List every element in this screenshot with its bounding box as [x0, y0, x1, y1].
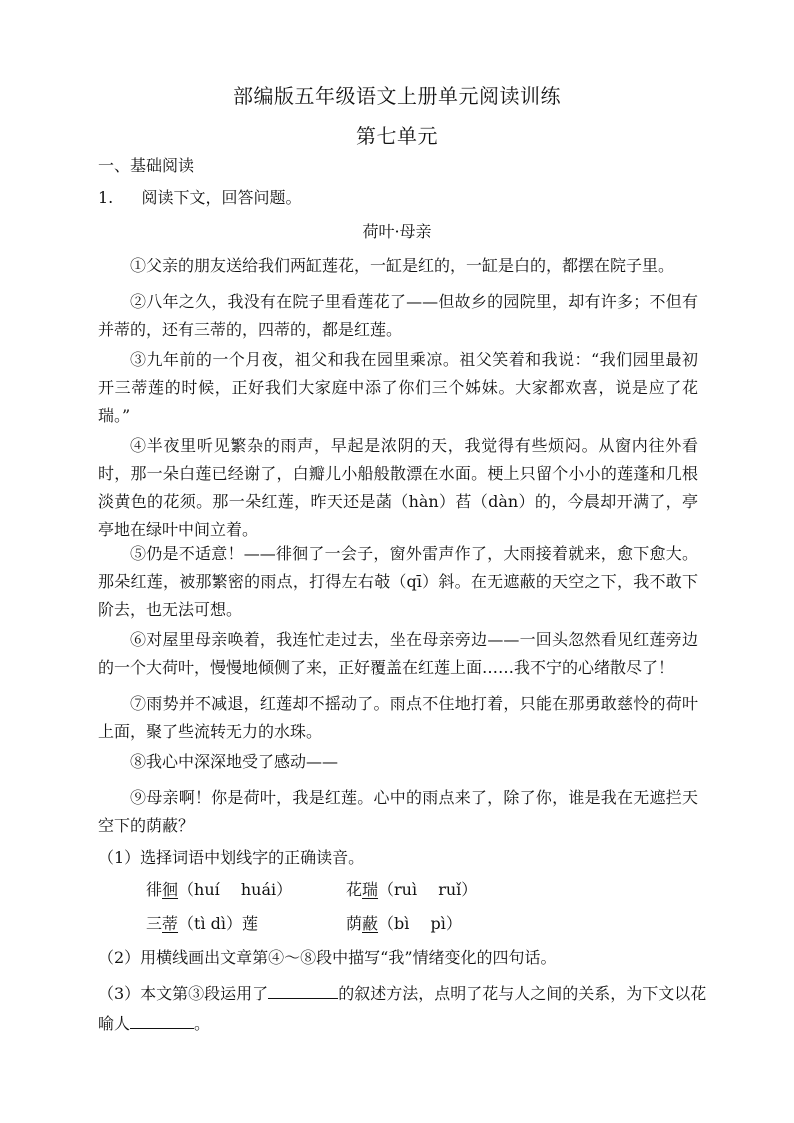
pinyin-item-1: 徘徊（huí huái）	[146, 880, 293, 899]
pinyin-item-4: 荫蔽（bì pì）	[346, 914, 462, 933]
pinyin-item-2: 花瑞（ruì ruǐ）	[346, 880, 478, 899]
question-number: 1.	[98, 188, 114, 207]
answer-blank[interactable]	[130, 1012, 194, 1029]
paragraph-5: ⑤仍是不适意！——徘徊了一会子，窗外雷声作了，大雨接着就来，愈下愈大。那朵红莲，被那繁密的雨点，打得左右攲（qī）斜。在无遮蔽的天空之下，我不敢下阶去，也无法可想。	[98, 544, 698, 619]
paragraph-8: ⑧我心中深深地受了感动——	[130, 752, 339, 771]
paragraph-6: ⑥对屋里母亲唤着，我连忙走过去，坐在母亲旁边——一回头忽然看见红莲旁边的一个大荷叶，慢慢地倾侧了来，正好覆盖在红莲上面……我不宁的心绪散尽了！	[98, 630, 698, 677]
section-heading: 一、基础阅读	[98, 156, 195, 175]
paragraph-4: ④半夜里听见繁杂的雨声，早起是浓阴的天，我觉得有些烦闷。从窗内往外看时，那一朵白莲已经谢了，白瓣儿小船般散漂在水面。梗上只留个小小的莲蓬和几根淡黄色的花须。那一朵红莲，昨天还是菡（hàn）萏（dàn）的，今晨却开满了，亭亭地在绿叶中间立着。	[98, 436, 698, 539]
question-2-prompt: （2）用横线画出文章第④～⑧段中描写“我”情绪变化的四句话。	[98, 948, 557, 967]
question-1-prompt: （1）选择词语中划线字的正确读音。	[98, 848, 365, 867]
paragraph-3: ③九年前的一个月夜，祖父和我在园里乘凉。祖父笑着和我说：“我们园里最初开三蒂莲的时候，正好我们大家庭中添了你们三个姊妹。大家都欢喜，说是应了花瑞。”	[98, 350, 698, 425]
underlined-char: 徊	[162, 880, 179, 899]
question-3-line-2: 喻人 。	[98, 1014, 211, 1033]
pinyin-item-3: 三蒂（tì dì）莲	[146, 914, 259, 933]
paragraph-7: ⑦雨势并不减退，红莲却不摇动了。雨点不住地打着，只能在那勇敢慈怜的荷叶上面，聚了些流转无力的水珠。	[98, 694, 698, 741]
question-3-line-1: （3）本文第③段运用了 的叙述方法，点明了花与人之间的关系，为下文以花	[98, 984, 707, 1003]
paragraph-1: ①父亲的朋友送给我们两缸莲花，一缸是红的，一缸是白的，都摆在院子里。	[130, 256, 675, 275]
passage-title: 荷叶·母亲	[362, 222, 432, 241]
answer-blank[interactable]	[268, 982, 338, 999]
question-line	[98, 188, 301, 208]
paragraph-2: ②八年之久，我没有在院子里看莲花了——但故乡的园院里，却有许多；不但有并蒂的，还有三蒂的，四蒂的，都是红莲。	[98, 292, 698, 339]
underlined-char: 蒂	[162, 914, 179, 933]
underlined-char: 蔽	[362, 914, 379, 933]
paragraph-9: ⑨母亲啊！你是荷叶，我是红莲。心中的雨点来了，除了你，谁是我在无遮拦天空下的荫蔽？	[98, 788, 698, 835]
underlined-char: 瑞	[362, 880, 379, 899]
unit-title: 第七单元	[356, 124, 438, 148]
document-title: 部编版五年级语文上册单元阅读训练	[233, 84, 561, 108]
question-instruction: 阅读下文，回答问题。	[141, 188, 302, 207]
